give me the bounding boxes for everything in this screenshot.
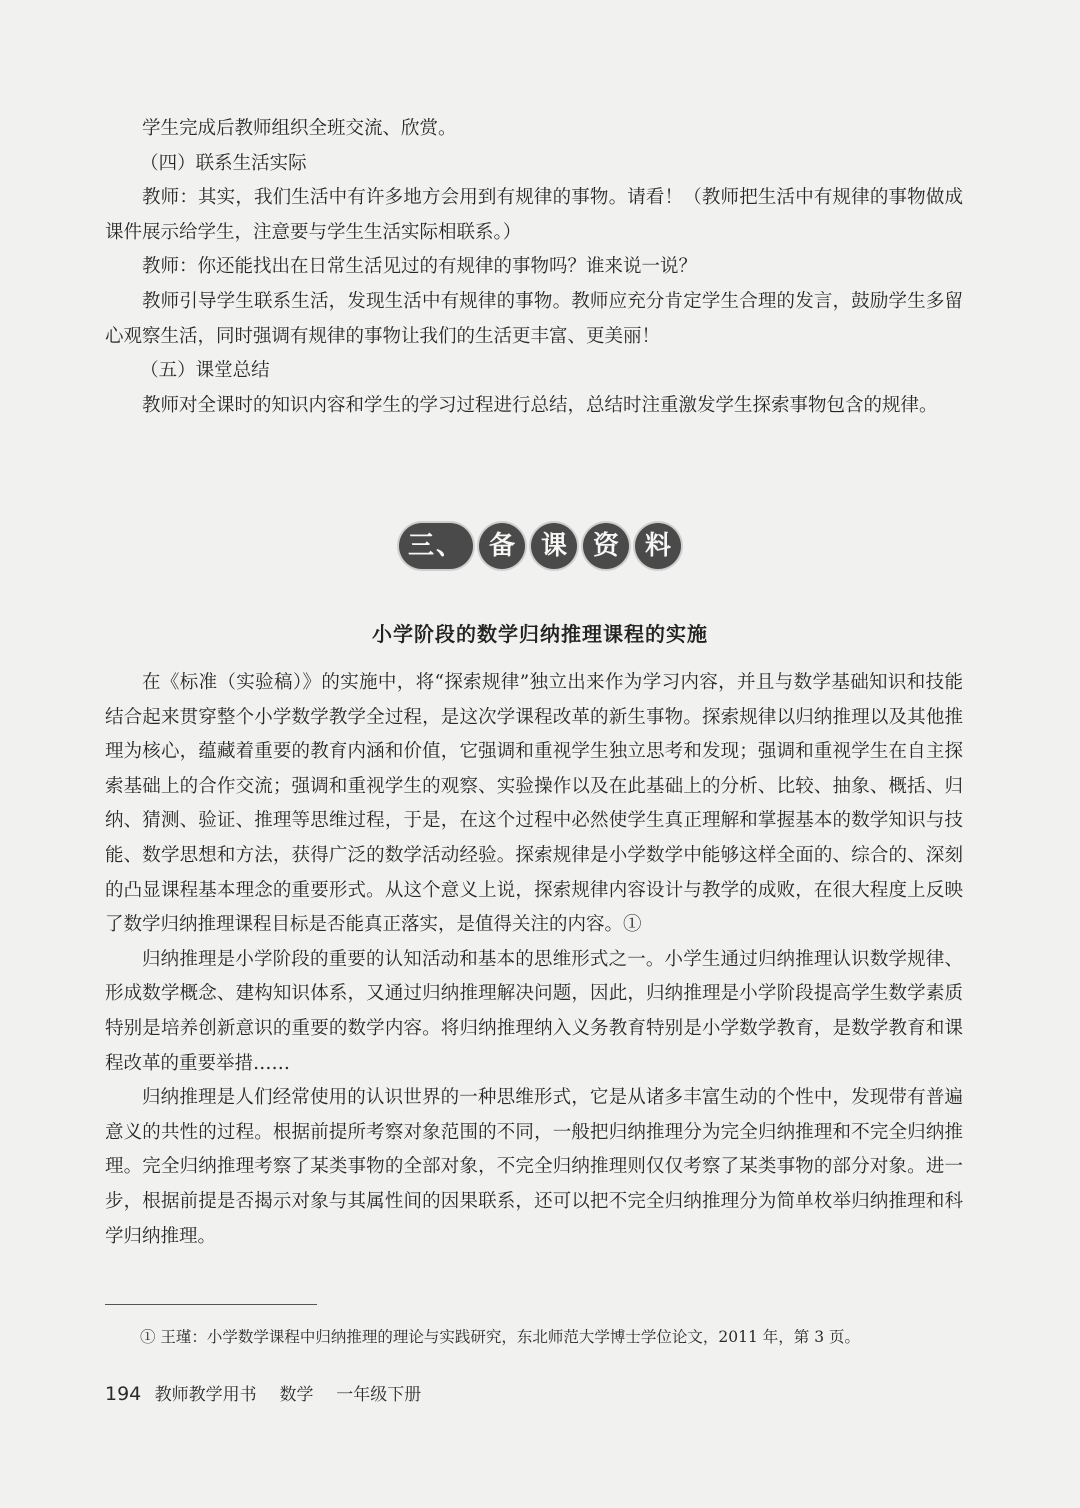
book-title: 教师教学用书 [154, 1385, 257, 1405]
section-header-char: 资 [583, 523, 629, 569]
section-header-char: 料 [635, 523, 681, 569]
subheading-contact-life: （四）联系生活实际 [140, 152, 307, 174]
article-title: 小学阶段的数学归纳推理课程的实施 [372, 622, 708, 646]
footnote-divider [105, 1304, 317, 1305]
paragraph: 在《标准（实验稿）》的实施中，将“探索规律”独立出来作为学习内容，并且与数学基础知识和技能结合起来贯穿整个小学数学教学全过程，是这次学课程改革的新生事物。探索规律以归纳推理以及其他推理为核心，蕴藏着重要的教育内涵和价值，它强调和重视学生独立思考和发现；强调和重视学生在自主探索基础上的合作交流；强调和重视学生的观察、实验操作以及在此基础上的分析、比较、抽象、概括、归纳、猜测、验证、推理等思维过程，于是，在这个过程中必然使学生真正理解和掌握基本的数学知识与技能、数学思想和方法，获得广泛的数学活动经验。探索规律是小学数学中能够这样全面的、综合的、深刻的凸显课程基本理念的重要形式。从这个意义上说，探索规律内容设计与教学的成败，在很大程度上反映了数学归纳推理课程目标是否能真正落实，是值得关注的内容。① [105, 672, 963, 936]
section-header-char: 三、 [399, 523, 473, 569]
subheading-class-summary: （五）课堂总结 [140, 360, 270, 382]
paragraph: 教师：其实，我们生活中有许多地方会用到有规律的事物。请看！（教师把生活中有规律的事物做成课件展示给学生，注意要与学生生活实际相联系。） [105, 187, 963, 243]
paragraph: 教师引导学生联系生活，发现生活中有规律的事物。教师应充分肯定学生合理的发言，鼓励学生多留心观察生活，同时强调有规律的事物让我们的生活更丰富、更美丽！ [105, 290, 963, 347]
section-header-char: 课 [531, 523, 577, 569]
paragraph: 归纳推理是小学阶段的重要的认知活动和基本的思维形式之一。小学生通过归纳推理认识数学规律、形成数学概念、建构知识体系，又通过归纳推理解决问题，因此，归纳推理是小学阶段提高学生数学素质特别是培养创新意识的重要的数学内容。将归纳推理纳入义务教育特别是小学数学教育，是数学教育和课程改革的重要举措…… [105, 948, 963, 1074]
page-number: 194 [105, 1383, 142, 1405]
article-body [105, 666, 963, 1254]
grade-label: 一年级下册 [336, 1385, 422, 1405]
section-header-char: 备 [479, 523, 525, 569]
paragraph: 教师：你还能找出在日常生活见过的有规律的事物吗？谁来说一说？ [142, 256, 698, 278]
footnote: ① 王瑾：小学数学课程中归纳推理的理论与实践研究，东北师范大学博士学位论文，2011 年，第 3 页。 [140, 1328, 861, 1346]
subject-label: 数学 [279, 1385, 314, 1405]
paragraph: 学生完成后教师组织全班交流、欣赏。 [142, 118, 457, 139]
paragraph: 归纳推理是人们经常使用的认识世界的一种思维形式，它是从诸多丰富生动的个性中，发现带有普遍意义的共性的过程。根据前提所考察对象范围的不同，一般把归纳推理分为完全归纳推理和不完全归纳推理。完全归纳推理考察了某类事物的全部对象，不完全归纳推理则仅仅考察了某类事物的部分对象。进一步，根据前提是否揭示对象与其属性间的因果联系，还可以把不完全归纳推理分为简单枚举归纳推理和科学归纳推理。 [105, 1087, 963, 1247]
paragraph: 教师对全课时的知识内容和学生的学习过程进行总结，总结时注重激发学生探索事物包含的规律。 [142, 394, 938, 416]
section-header-lesson-materials [0, 523, 1080, 569]
page-footer [105, 1380, 421, 1405]
lesson-steps-text [105, 112, 963, 423]
